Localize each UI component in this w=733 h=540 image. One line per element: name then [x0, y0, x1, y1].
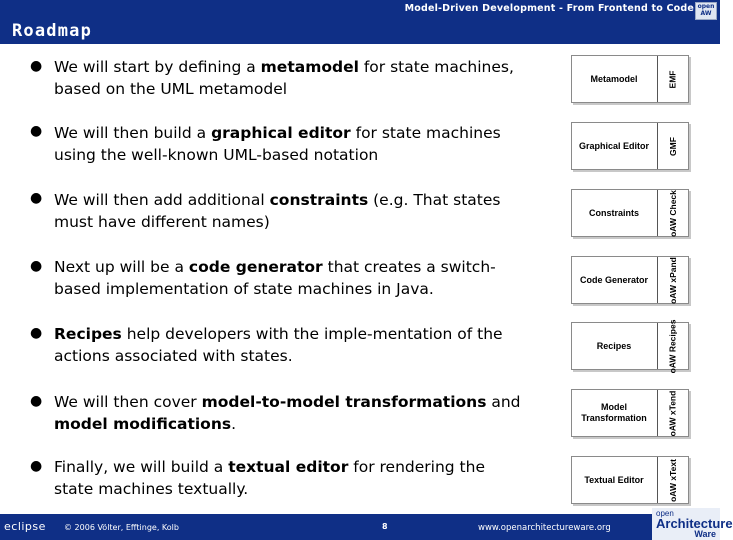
bullet-text-metamodel: We will start by defining a metamodel for state machines, based on the UML metamodel	[54, 58, 514, 98]
header-bar	[0, 0, 720, 44]
bullet-text-transformations: We will then cover model-to-model transformations and model modifications.	[54, 393, 521, 433]
page-number: 8	[382, 522, 388, 531]
box-code-generator	[571, 256, 689, 304]
box-label: Metamodel	[590, 73, 638, 84]
box-constraints	[571, 189, 689, 237]
bullet-text-constraints: We will then add additional constraints (e.g. That states must have different names)	[54, 191, 501, 231]
box-side-tag: oAW xText	[657, 457, 688, 503]
box-textual-editor	[571, 456, 689, 504]
box-label: Code Generator	[579, 274, 648, 285]
box-side-tag: oAW xTend	[657, 390, 688, 436]
bullet-icon: ●	[30, 393, 43, 409]
bullet-icon: ●	[30, 190, 43, 206]
box-side-tag: oAW xPand	[657, 257, 688, 303]
box-label: Model Transformation	[581, 402, 647, 423]
copyright-text: © 2006 Völter, Efftinge, Kolb	[64, 523, 179, 532]
bullet-text-graphical-editor: We will then build a graphical editor for state machines using the well-known UML-based notation	[54, 124, 501, 164]
openarchitectureware-logo: open Architecture Ware	[652, 508, 720, 540]
box-metamodel	[571, 55, 689, 103]
box-side-tag: oAW Check	[657, 190, 688, 236]
box-recipes	[571, 319, 689, 373]
box-label: Recipes	[596, 340, 632, 351]
box-model-transformation	[571, 389, 689, 437]
bullet-icon: ●	[30, 58, 43, 74]
bullet-text-recipes: Recipes help developers with the imple-mentation of the actions associated with states.	[54, 325, 503, 365]
footer-bar	[0, 509, 733, 540]
slide-title: Roadmap	[12, 21, 93, 41]
box-graphical-editor	[571, 122, 689, 170]
box-label: Textual Editor	[584, 474, 644, 485]
bullet-text-code-generator: Next up will be a code generator that creates a switch-based implementation of state machines in Java.	[54, 258, 496, 298]
bullet-icon: ●	[30, 325, 43, 341]
box-side-tag: EMF	[657, 56, 688, 102]
bullet-icon: ●	[30, 123, 43, 139]
box-label: Graphical Editor	[578, 140, 649, 151]
box-side-tag: oAW Recipes	[657, 323, 688, 369]
oaw-logo-small: open AW	[695, 2, 717, 20]
eclipse-logo: eclipse	[4, 520, 46, 533]
box-label: Constraints	[588, 207, 639, 218]
bullet-icon: ●	[30, 258, 43, 274]
bullet-text-textual-editor: Finally, we will build a textual editor for rendering the state machines textually.	[54, 458, 485, 498]
footer-url: www.openarchitectureware.org	[478, 523, 611, 533]
bullet-icon: ●	[30, 458, 43, 474]
header-title: Model-Driven Development - From Frontend to Code	[404, 3, 694, 14]
box-side-tag: GMF	[657, 123, 688, 169]
